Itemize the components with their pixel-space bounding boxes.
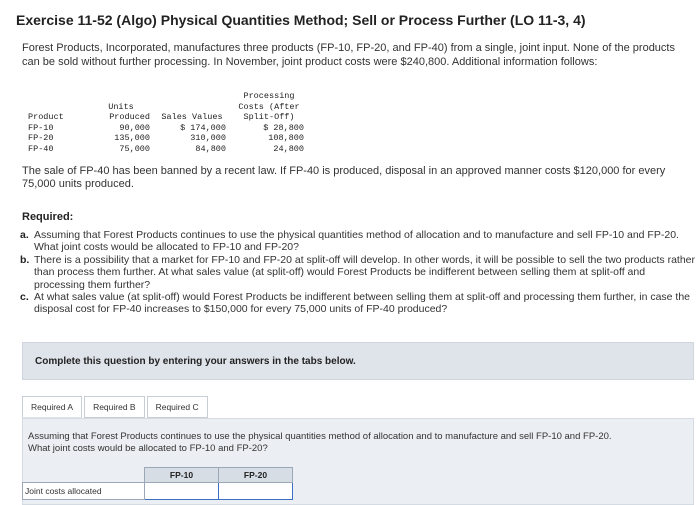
header-processing-line-3: Split-Off) [243,112,295,122]
cell-product: FP-20 [28,133,54,143]
cell-sales: $ 174,000 [180,122,226,133]
cell-units: 135,000 [114,133,150,143]
requirements-list [20,229,696,316]
cell-sales: 84,800 [195,143,226,154]
requirement-tabs [22,396,208,418]
cell-processing: 24,800 [273,143,304,154]
cell-processing: $ 28,800 [263,122,304,133]
fp10-joint-cost-input[interactable] [145,483,218,499]
required-heading: Required: [22,211,74,223]
fp10-cell [145,483,219,500]
requirement-c [20,291,696,316]
header-product: Product [28,112,64,122]
cell-processing: 108,800 [268,133,304,143]
instructions-banner: Complete this question by entering your answers in the tabs below. [22,342,694,380]
requirement-marker: b. [20,253,30,266]
answer-header-row [23,468,293,483]
answer-header-fp10: FP-10 [145,468,219,483]
header-units-line-1: Units [108,101,134,112]
requirement-marker: c. [20,291,29,304]
tab-required-b[interactable]: Required B [84,396,145,418]
answer-table [22,467,293,500]
cell-units: 90,000 [119,122,150,133]
answer-header-fp20: FP-20 [219,468,293,483]
fp20-cell [219,483,293,500]
answer-header-blank [23,468,145,483]
table-row [28,133,308,144]
answer-panel [22,418,694,505]
header-units [88,91,154,123]
product-data-table [28,91,308,154]
requirement-marker: a. [20,229,29,241]
header-processing-costs [230,91,308,123]
fp20-joint-cost-input[interactable] [219,483,292,499]
header-sales-values: Sales Values [161,112,223,122]
question-prompt: Assuming that Forest Products continues to use the physical quantities method of allocation and to manufacture and sell FP-10 and FP-20. What joint costs would be allocated to FP-10 and FP-20? [28,431,612,454]
cell-product: FP-10 [28,122,54,133]
requirement-a [20,229,696,254]
answer-row-joint-costs [23,483,293,500]
table-header-row [28,91,308,123]
tab-required-a[interactable]: Required A [22,396,82,418]
table-row [28,144,308,155]
row-label-joint-costs: Joint costs allocated [23,483,145,500]
requirement-text: There is a possibility that a market for FP-10 and FP-20 at split-off will develop. In other words, it will be possible to sell the two products rather than process them further. At what sales value (at split-off) would Forest Products be indifferent between selling them at split-off and processing them further? [34,253,696,291]
intro-paragraph: Forest Products, Incorporated, manufactures three products (FP-10, FP-20, and FP-40) from a single, joint input. None of the products can be sold without further processing. In November, joint product costs were $240,800. Additional information follows: [22,42,675,68]
header-units-line-2: Produced [109,112,150,122]
header-processing-line-2: Costs (After [238,101,300,112]
requirement-text: At what sales value (at split-off) would Forest Products be indifferent between selling them at split-off and processing them further, in case the disposal cost for FP-40 increases to $150,000 for every 75,000 units of FP-40 produced? [34,291,691,316]
table-row [28,123,308,134]
requirement-text: Assuming that Forest Products continues to use the physical quantities method of allocation and to manufacture and sell FP-10 and FP-20. What joint costs would be allocated to FP-10 and FP-20? [34,229,679,254]
cell-units: 75,000 [119,143,150,154]
requirement-b [20,254,696,291]
header-processing-line-1: Processing [243,91,295,101]
exercise-title: Exercise 11-52 (Algo) Physical Quantities Method; Sell or Process Further (LO 11-3, 4) [16,12,586,28]
cell-product: FP-40 [28,143,54,154]
ban-paragraph: The sale of FP-40 has been banned by a recent law. If FP-40 is produced, disposal in an approved manner costs $120,000 for every 75,000 units produced. [22,165,666,190]
cell-sales: 310,000 [190,133,226,143]
tab-required-c[interactable]: Required C [147,396,208,418]
